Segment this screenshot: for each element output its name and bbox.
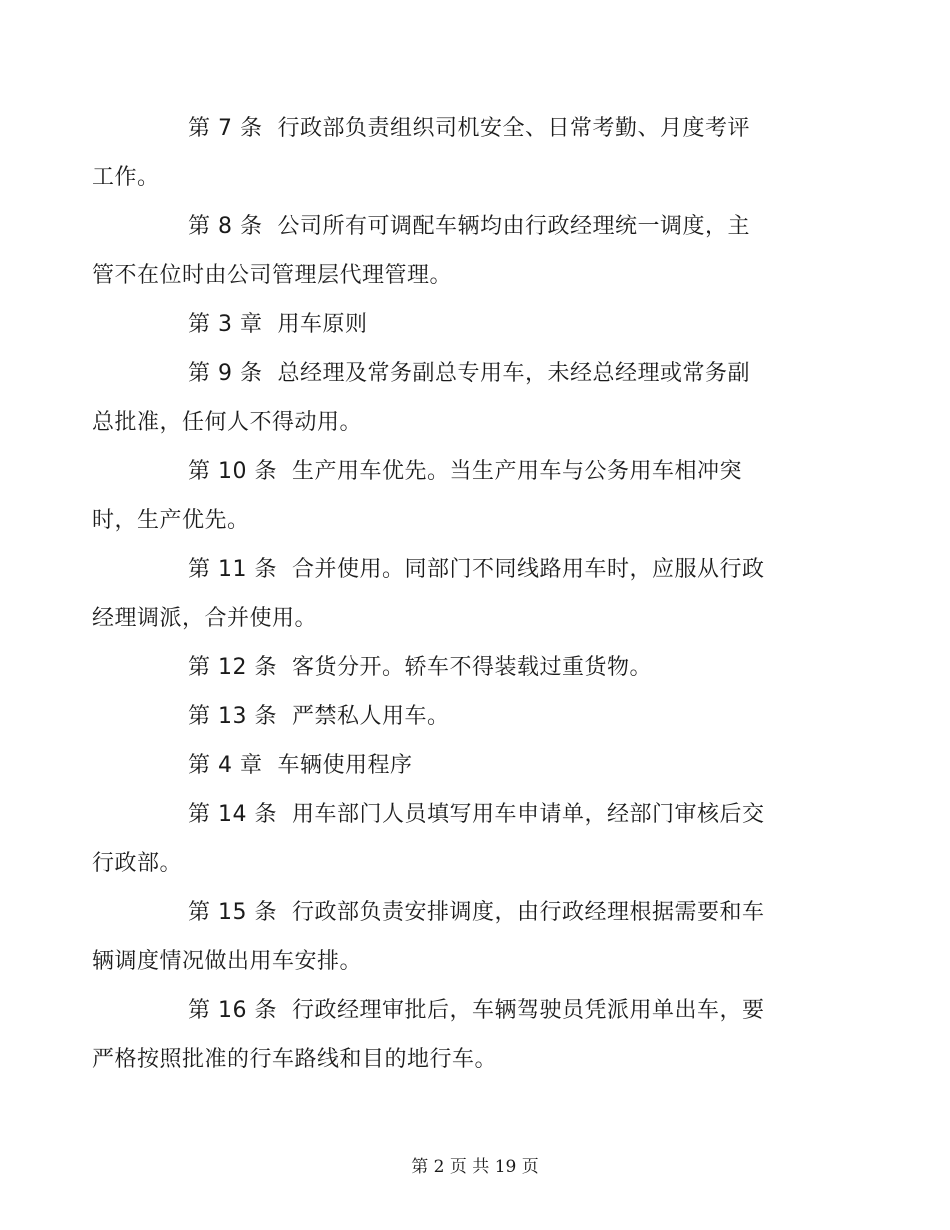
paragraph-line: 经理调派，合并使用。 — [92, 606, 318, 631]
paragraph-line: 行政部。 — [92, 851, 183, 876]
paragraph-line: 第 7 条 行政部负责组织司机安全、日常考勤、月度考评 — [188, 116, 750, 141]
paragraph-article-13 — [140, 692, 780, 741]
paragraph-line: 第 13 条 严禁私人用车。 — [188, 704, 450, 729]
paragraph-line: 工作。 — [92, 165, 160, 190]
paragraph-line: 第 3 章 用车原则 — [188, 312, 368, 337]
paragraph-line: 第 16 条 行政经理审批后，车辆驾驶员凭派用单出车，要 — [188, 998, 765, 1023]
document-body — [92, 104, 780, 1084]
paragraph-line: 第 10 条 生产用车优先。当生产用车与公务用车相冲突 — [188, 459, 742, 484]
paragraph-article-15 — [92, 888, 780, 986]
paragraph-line: 第 14 条 用车部门人员填写用车申请单，经部门审核后交 — [188, 802, 765, 827]
paragraph-article-10 — [92, 447, 780, 545]
paragraph-line: 管不在位时由公司管理层代理管理。 — [92, 263, 453, 288]
paragraph-article-9 — [92, 349, 780, 447]
chapter-heading-4 — [140, 741, 780, 790]
paragraph-line: 第 8 条 公司所有可调配车辆均由行政经理统一调度，主 — [188, 214, 750, 239]
page-number-label: 第 2 页 共 19 页 — [411, 1157, 539, 1177]
page-footer — [0, 1152, 950, 1177]
paragraph-line: 总批准，任何人不得动用。 — [92, 410, 363, 435]
paragraph-article-12 — [140, 643, 780, 692]
paragraph-article-8 — [92, 202, 780, 300]
paragraph-line: 第 15 条 行政部负责安排调度，由行政经理根据需要和车 — [188, 900, 765, 925]
paragraph-article-7 — [92, 104, 780, 202]
paragraph-line: 辆调度情况做出用车安排。 — [92, 949, 363, 974]
paragraph-article-11 — [92, 545, 780, 643]
paragraph-article-14 — [92, 790, 780, 888]
chapter-heading-3 — [140, 300, 780, 349]
paragraph-line: 第 11 条 合并使用。同部门不同线路用车时，应服从行政 — [188, 557, 765, 582]
paragraph-article-16 — [92, 986, 780, 1084]
paragraph-line: 时，生产优先。 — [92, 508, 250, 533]
paragraph-line: 第 4 章 车辆使用程序 — [188, 753, 413, 778]
paragraph-line: 严格按照批准的行车路线和目的地行车。 — [92, 1047, 498, 1072]
paragraph-line: 第 9 条 总经理及常务副总专用车，未经总经理或常务副 — [188, 361, 750, 386]
paragraph-line: 第 12 条 客货分开。轿车不得装载过重货物。 — [188, 655, 652, 680]
